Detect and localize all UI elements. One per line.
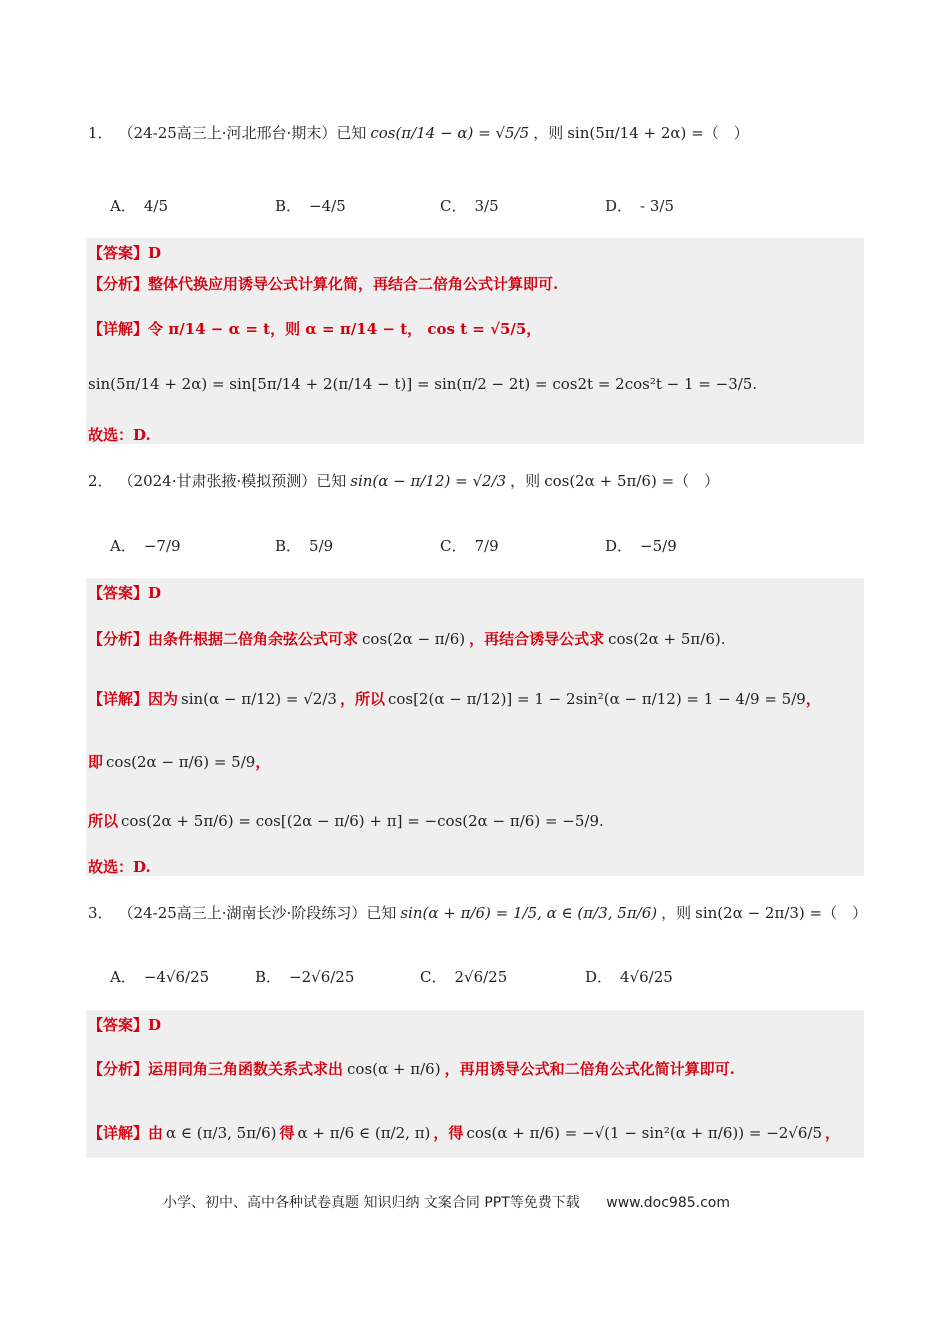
detail-math: cos(2α + 5π/6) = cos[(2α − π/6) + π] = −cos(2α − π/6) = −5/9. bbox=[121, 811, 604, 830]
analysis-tag: 【分析】 bbox=[88, 630, 149, 648]
math-target: cos(2α + 5π/6) =（ ） bbox=[544, 472, 720, 490]
analysis-line bbox=[88, 1058, 735, 1079]
option-label: C． bbox=[420, 968, 447, 986]
analysis-line bbox=[88, 273, 558, 294]
option-value: 3/5 bbox=[474, 196, 499, 215]
detail-line-3 bbox=[88, 810, 604, 831]
question-number: 2． bbox=[88, 472, 113, 490]
detail-text: 因为 bbox=[148, 690, 179, 708]
option-label: B． bbox=[275, 537, 302, 555]
detail-text: ，得 bbox=[433, 1124, 464, 1142]
detail-line-1 bbox=[88, 1122, 840, 1143]
option-label: A． bbox=[110, 197, 136, 215]
option-c[interactable] bbox=[440, 535, 605, 556]
option-label: C． bbox=[440, 537, 467, 555]
detail-math: α + π/6 ∈ (π/2, π) bbox=[297, 1123, 431, 1142]
option-d[interactable] bbox=[605, 195, 770, 216]
conclusion-line bbox=[88, 856, 151, 877]
option-value: −2√6/25 bbox=[289, 967, 355, 986]
option-label: D． bbox=[605, 197, 633, 215]
answer-text: 【答案】D bbox=[88, 584, 162, 602]
answer-line bbox=[88, 582, 161, 603]
analysis-line bbox=[88, 628, 726, 649]
option-a[interactable] bbox=[110, 966, 255, 987]
solution-box-2 bbox=[86, 578, 864, 876]
analysis-text: 整体代换应用诱导公式计算化简，再结合二倍角公式计算即可. bbox=[148, 275, 559, 293]
option-label: A． bbox=[110, 968, 136, 986]
solution-box-3 bbox=[86, 1010, 864, 1158]
detail-text: 所以 bbox=[88, 812, 119, 830]
detail-text: 由 bbox=[148, 1124, 164, 1142]
detail-line-2 bbox=[88, 375, 757, 393]
conclusion-text: 故选：D. bbox=[88, 426, 151, 444]
question-number: 1． bbox=[88, 124, 113, 142]
detail-math: cos[2(α − π/12)] = 1 − 2sin²(α − π/12) = 1 − 4/9 = 5/9 bbox=[387, 689, 806, 708]
question-source: （2024·甘肃张掖·模拟预测）已知 bbox=[118, 472, 347, 490]
footer-text: 小学、初中、高中各种试卷真题 知识归纳 文案合同 PPT等免费下载 bbox=[163, 1195, 580, 1211]
question-3-stem bbox=[88, 902, 867, 923]
option-label: D． bbox=[585, 968, 613, 986]
option-d[interactable] bbox=[605, 535, 770, 556]
question-2-options bbox=[110, 535, 850, 556]
option-label: A． bbox=[110, 537, 136, 555]
option-label: B． bbox=[255, 968, 282, 986]
option-value: 2√6/25 bbox=[454, 967, 508, 986]
analysis-math: cos(2α + 5π/6). bbox=[608, 629, 726, 648]
option-label: C． bbox=[440, 197, 467, 215]
question-3-options bbox=[110, 966, 850, 987]
option-b[interactable] bbox=[275, 535, 440, 556]
detail-line-1 bbox=[88, 318, 541, 339]
option-value: 4/5 bbox=[143, 196, 168, 215]
detail-math: cos(2α − π/6) = 5/9 bbox=[106, 752, 256, 771]
question-connector: ，则 bbox=[533, 124, 564, 142]
detail-math: α ∈ (π/3, 5π/6) bbox=[166, 1123, 277, 1142]
page-footer bbox=[163, 1192, 730, 1212]
option-a[interactable] bbox=[110, 195, 275, 216]
option-value: 4√6/25 bbox=[620, 967, 673, 986]
detail-tag: 【详解】 bbox=[88, 690, 149, 708]
option-value: −5/9 bbox=[640, 536, 677, 555]
detail-text: 即 bbox=[88, 753, 104, 771]
detail-math: cos(α + π/6) = −√(1 − sin²(α + π/6)) = −2√6/5 bbox=[466, 1123, 823, 1142]
analysis-text: ，再结合诱导公式求 bbox=[469, 630, 605, 648]
question-1-stem bbox=[88, 122, 749, 143]
option-value: 7/9 bbox=[474, 536, 499, 555]
solution-box-1 bbox=[86, 238, 864, 444]
answer-text: 【答案】D bbox=[88, 244, 162, 262]
option-c[interactable] bbox=[420, 966, 585, 987]
option-label: B． bbox=[275, 197, 302, 215]
answer-line bbox=[88, 242, 161, 263]
detail-text: ， bbox=[255, 753, 271, 771]
detail-tag: 【详解】 bbox=[88, 1124, 149, 1142]
detail-text: 令 π/14 − α = t，则 α = π/14 − t， cos t = √5/5， bbox=[148, 320, 542, 338]
footer-link[interactable]: www.doc985.com bbox=[606, 1195, 730, 1211]
detail-line-1 bbox=[88, 688, 821, 709]
detail-text: ， bbox=[825, 1124, 841, 1142]
question-connector: ，则 bbox=[510, 472, 541, 490]
detail-tag: 【详解】 bbox=[88, 320, 149, 338]
analysis-math: cos(α + π/6) bbox=[347, 1059, 441, 1078]
math-condition: sin(α + π/6) = 1/5, α ∈ (π/3, 5π/6) bbox=[400, 903, 658, 922]
answer-text: 【答案】D bbox=[88, 1016, 162, 1034]
option-value: 5/9 bbox=[309, 536, 334, 555]
detail-line-2 bbox=[88, 751, 270, 772]
option-label: D． bbox=[605, 537, 633, 555]
option-value: −4/5 bbox=[309, 196, 346, 215]
math-target: sin(5π/14 + 2α) =（ ） bbox=[567, 124, 749, 142]
option-value: - 3/5 bbox=[640, 196, 675, 215]
detail-math: sin(5π/14 + 2α) = sin[5π/14 + 2(π/14 − t)] = sin(π/2 − 2t) = cos2t = 2cos²t − 1 = −3/5. bbox=[88, 375, 758, 393]
question-2-stem bbox=[88, 470, 719, 491]
option-value: −4√6/25 bbox=[143, 967, 210, 986]
analysis-tag: 【分析】 bbox=[88, 275, 149, 293]
math-target: sin(2α − 2π/3) =（ ） bbox=[695, 904, 868, 922]
detail-math: sin(α − π/12) = √2/3 bbox=[181, 689, 337, 708]
math-condition: sin(α − π/12) = √2/3 bbox=[350, 471, 507, 490]
question-number: 3． bbox=[88, 904, 113, 922]
question-1-options bbox=[110, 195, 850, 216]
analysis-text: 由条件根据二倍角余弦公式可求 bbox=[148, 630, 359, 648]
question-connector: ，则 bbox=[661, 904, 692, 922]
question-source: （24-25高三上·河北邢台·期末）已知 bbox=[118, 124, 367, 142]
option-c[interactable] bbox=[440, 195, 605, 216]
question-source: （24-25高三上·湖南长沙·阶段练习）已知 bbox=[118, 904, 397, 922]
analysis-tag: 【分析】 bbox=[88, 1060, 149, 1078]
conclusion-text: 故选：D. bbox=[88, 858, 151, 876]
analysis-text: ，再用诱导公式和二倍角公式化简计算即可. bbox=[444, 1060, 735, 1078]
option-b[interactable] bbox=[275, 195, 440, 216]
detail-text: 得 bbox=[279, 1124, 295, 1142]
option-b[interactable] bbox=[255, 966, 420, 987]
analysis-text: 运用同角三角函数关系式求出 bbox=[148, 1060, 344, 1078]
detail-text: ，所以 bbox=[339, 690, 385, 708]
math-condition: cos(π/14 − α) = √5/5 bbox=[370, 123, 530, 142]
option-value: −7/9 bbox=[143, 536, 181, 555]
detail-text: ， bbox=[805, 690, 821, 708]
option-d[interactable] bbox=[585, 966, 750, 987]
option-a[interactable] bbox=[110, 535, 275, 556]
answer-line bbox=[88, 1014, 161, 1035]
analysis-math: cos(2α − π/6) bbox=[362, 629, 466, 648]
conclusion-line bbox=[88, 424, 151, 445]
